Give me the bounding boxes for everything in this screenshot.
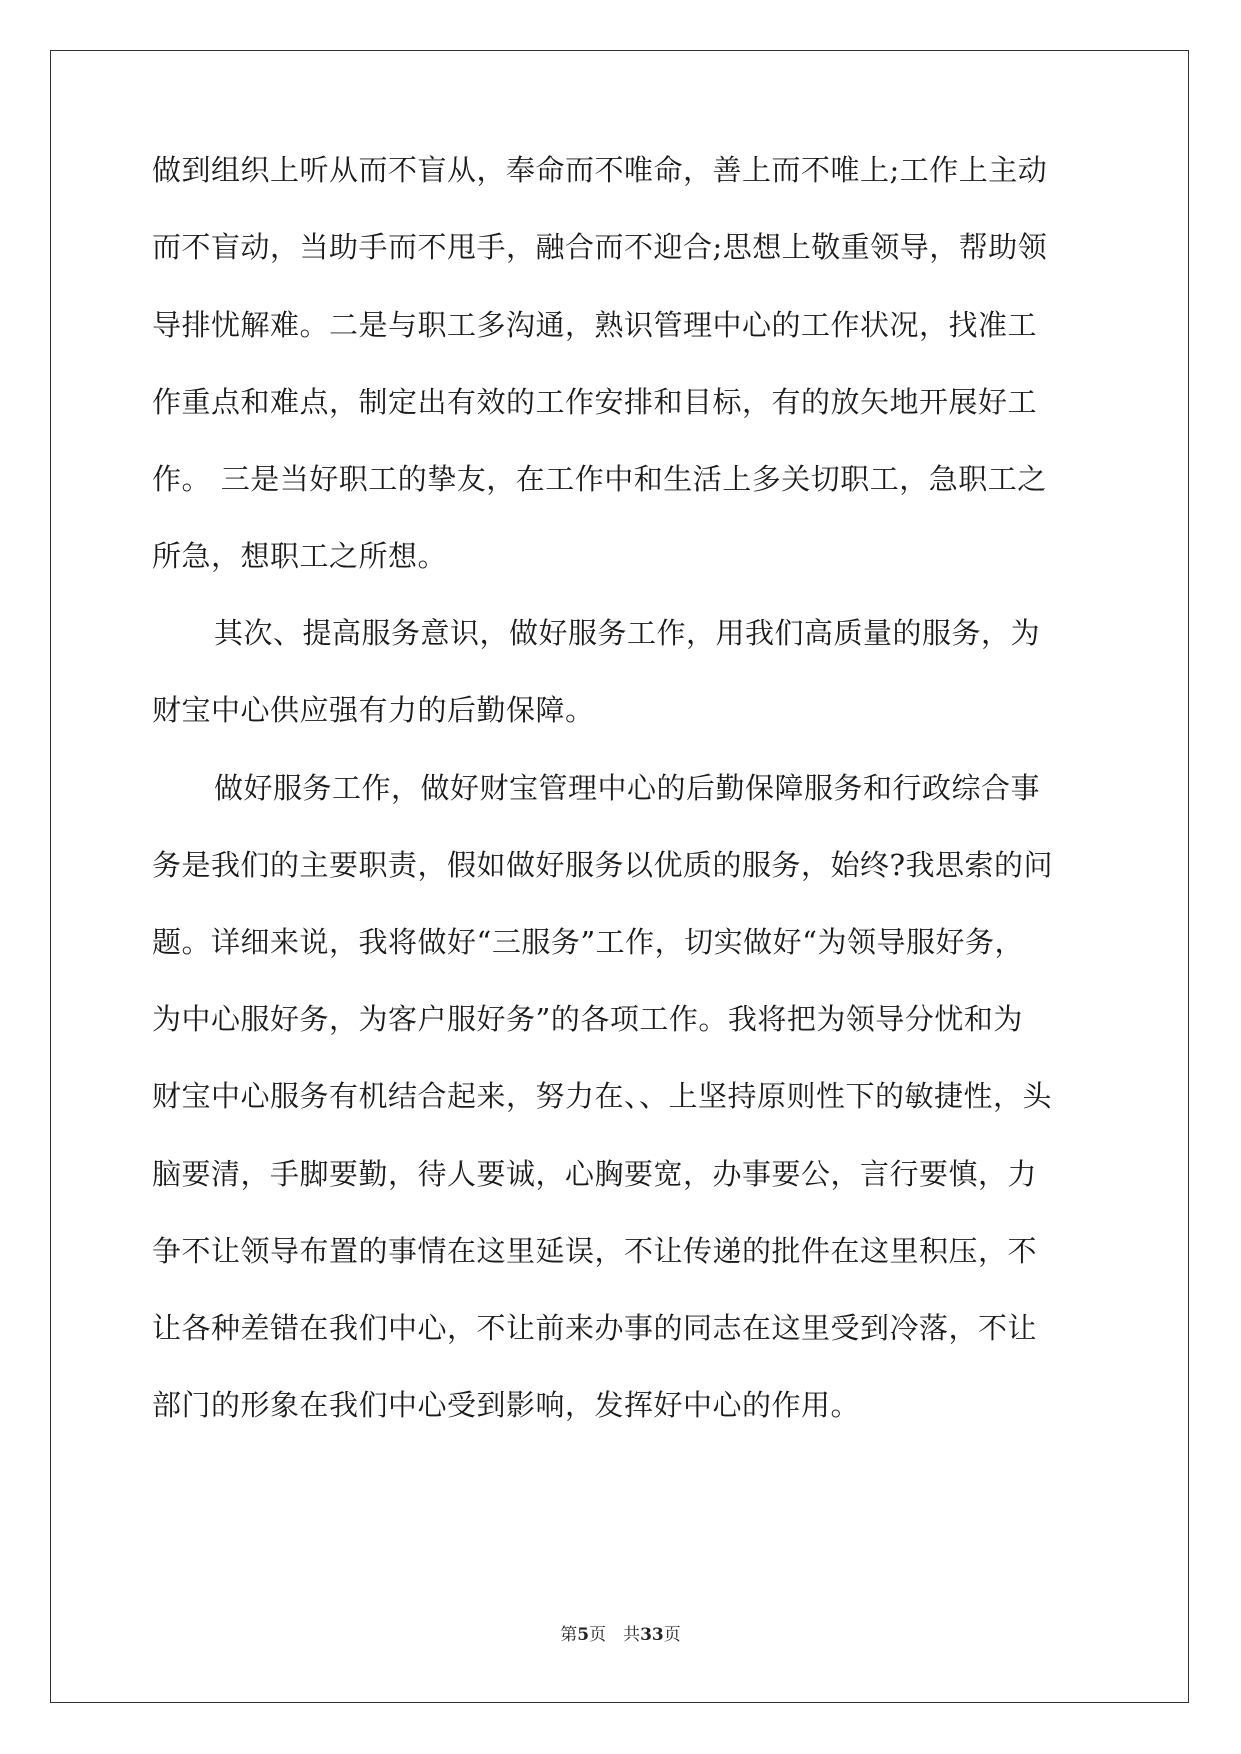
current-page-number: 5 — [577, 1625, 590, 1645]
paragraph-start-line: 做好服务工作，做好财宝管理中心的后勤保障服务和行政综合事 — [214, 771, 1041, 805]
text-line: 财宝中心服务有机结合起来，努力在、、上坚持原则性下的敏捷性，头 — [152, 1079, 1053, 1113]
text-line: 部门的形象在我们中心受到影响，发挥好中心的作用。 — [152, 1388, 861, 1422]
text-line: 做到组织上听从而不盲从，奉命而不唯命，善上而不唯上;工作上主动 — [152, 153, 1048, 187]
paragraph-start-line: 其次、提高服务意识，做好服务工作，用我们高质量的服务，为 — [214, 616, 1041, 650]
text-line: 导排忧解难。二是与职工多沟通，熟识管理中心的工作状况，找准工 — [152, 308, 1038, 342]
total-pages-number: 33 — [640, 1625, 664, 1645]
footer-prefix: 第 — [560, 1625, 578, 1645]
page-footer — [0, 1623, 1241, 1647]
footer-middle: 页 共 — [589, 1625, 641, 1645]
text-line: 为中心服好务，为客户服好务”的各项工作。我将把为领导分忧和为 — [152, 1002, 1023, 1036]
text-line: 题。详细来说，我将做好“三服务”工作，切实做好“为领导服好务， — [152, 925, 1024, 959]
footer-suffix: 页 — [663, 1625, 681, 1645]
text-line: 财宝中心供应强有力的后勤保障。 — [152, 693, 595, 727]
text-line: 作重点和难点，制定出有效的工作安排和目标，有的放矢地开展好工 — [152, 385, 1038, 419]
text-line: 争不让领导布置的事情在这里延误，不让传递的批件在这里积压，不 — [152, 1234, 1038, 1268]
text-line: 脑要清，手脚要勤，待人要诚，心胸要宽，办事要公，言行要慎，力 — [152, 1157, 1038, 1191]
text-line: 让各种差错在我们中心，不让前来办事的同志在这里受到冷落，不让 — [152, 1311, 1038, 1345]
text-line: 作。 三是当好职工的挚友，在工作中和生活上多关切职工，急职工之 — [152, 462, 1047, 496]
text-line: 务是我们的主要职责，假如做好服务以优质的服务，始终?我思索的问 — [152, 848, 1054, 882]
text-line: 而不盲动，当助手而不甩手，融合而不迎合;思想上敬重领导，帮助领 — [152, 230, 1048, 264]
text-line: 所急，想职工之所想。 — [152, 539, 448, 573]
